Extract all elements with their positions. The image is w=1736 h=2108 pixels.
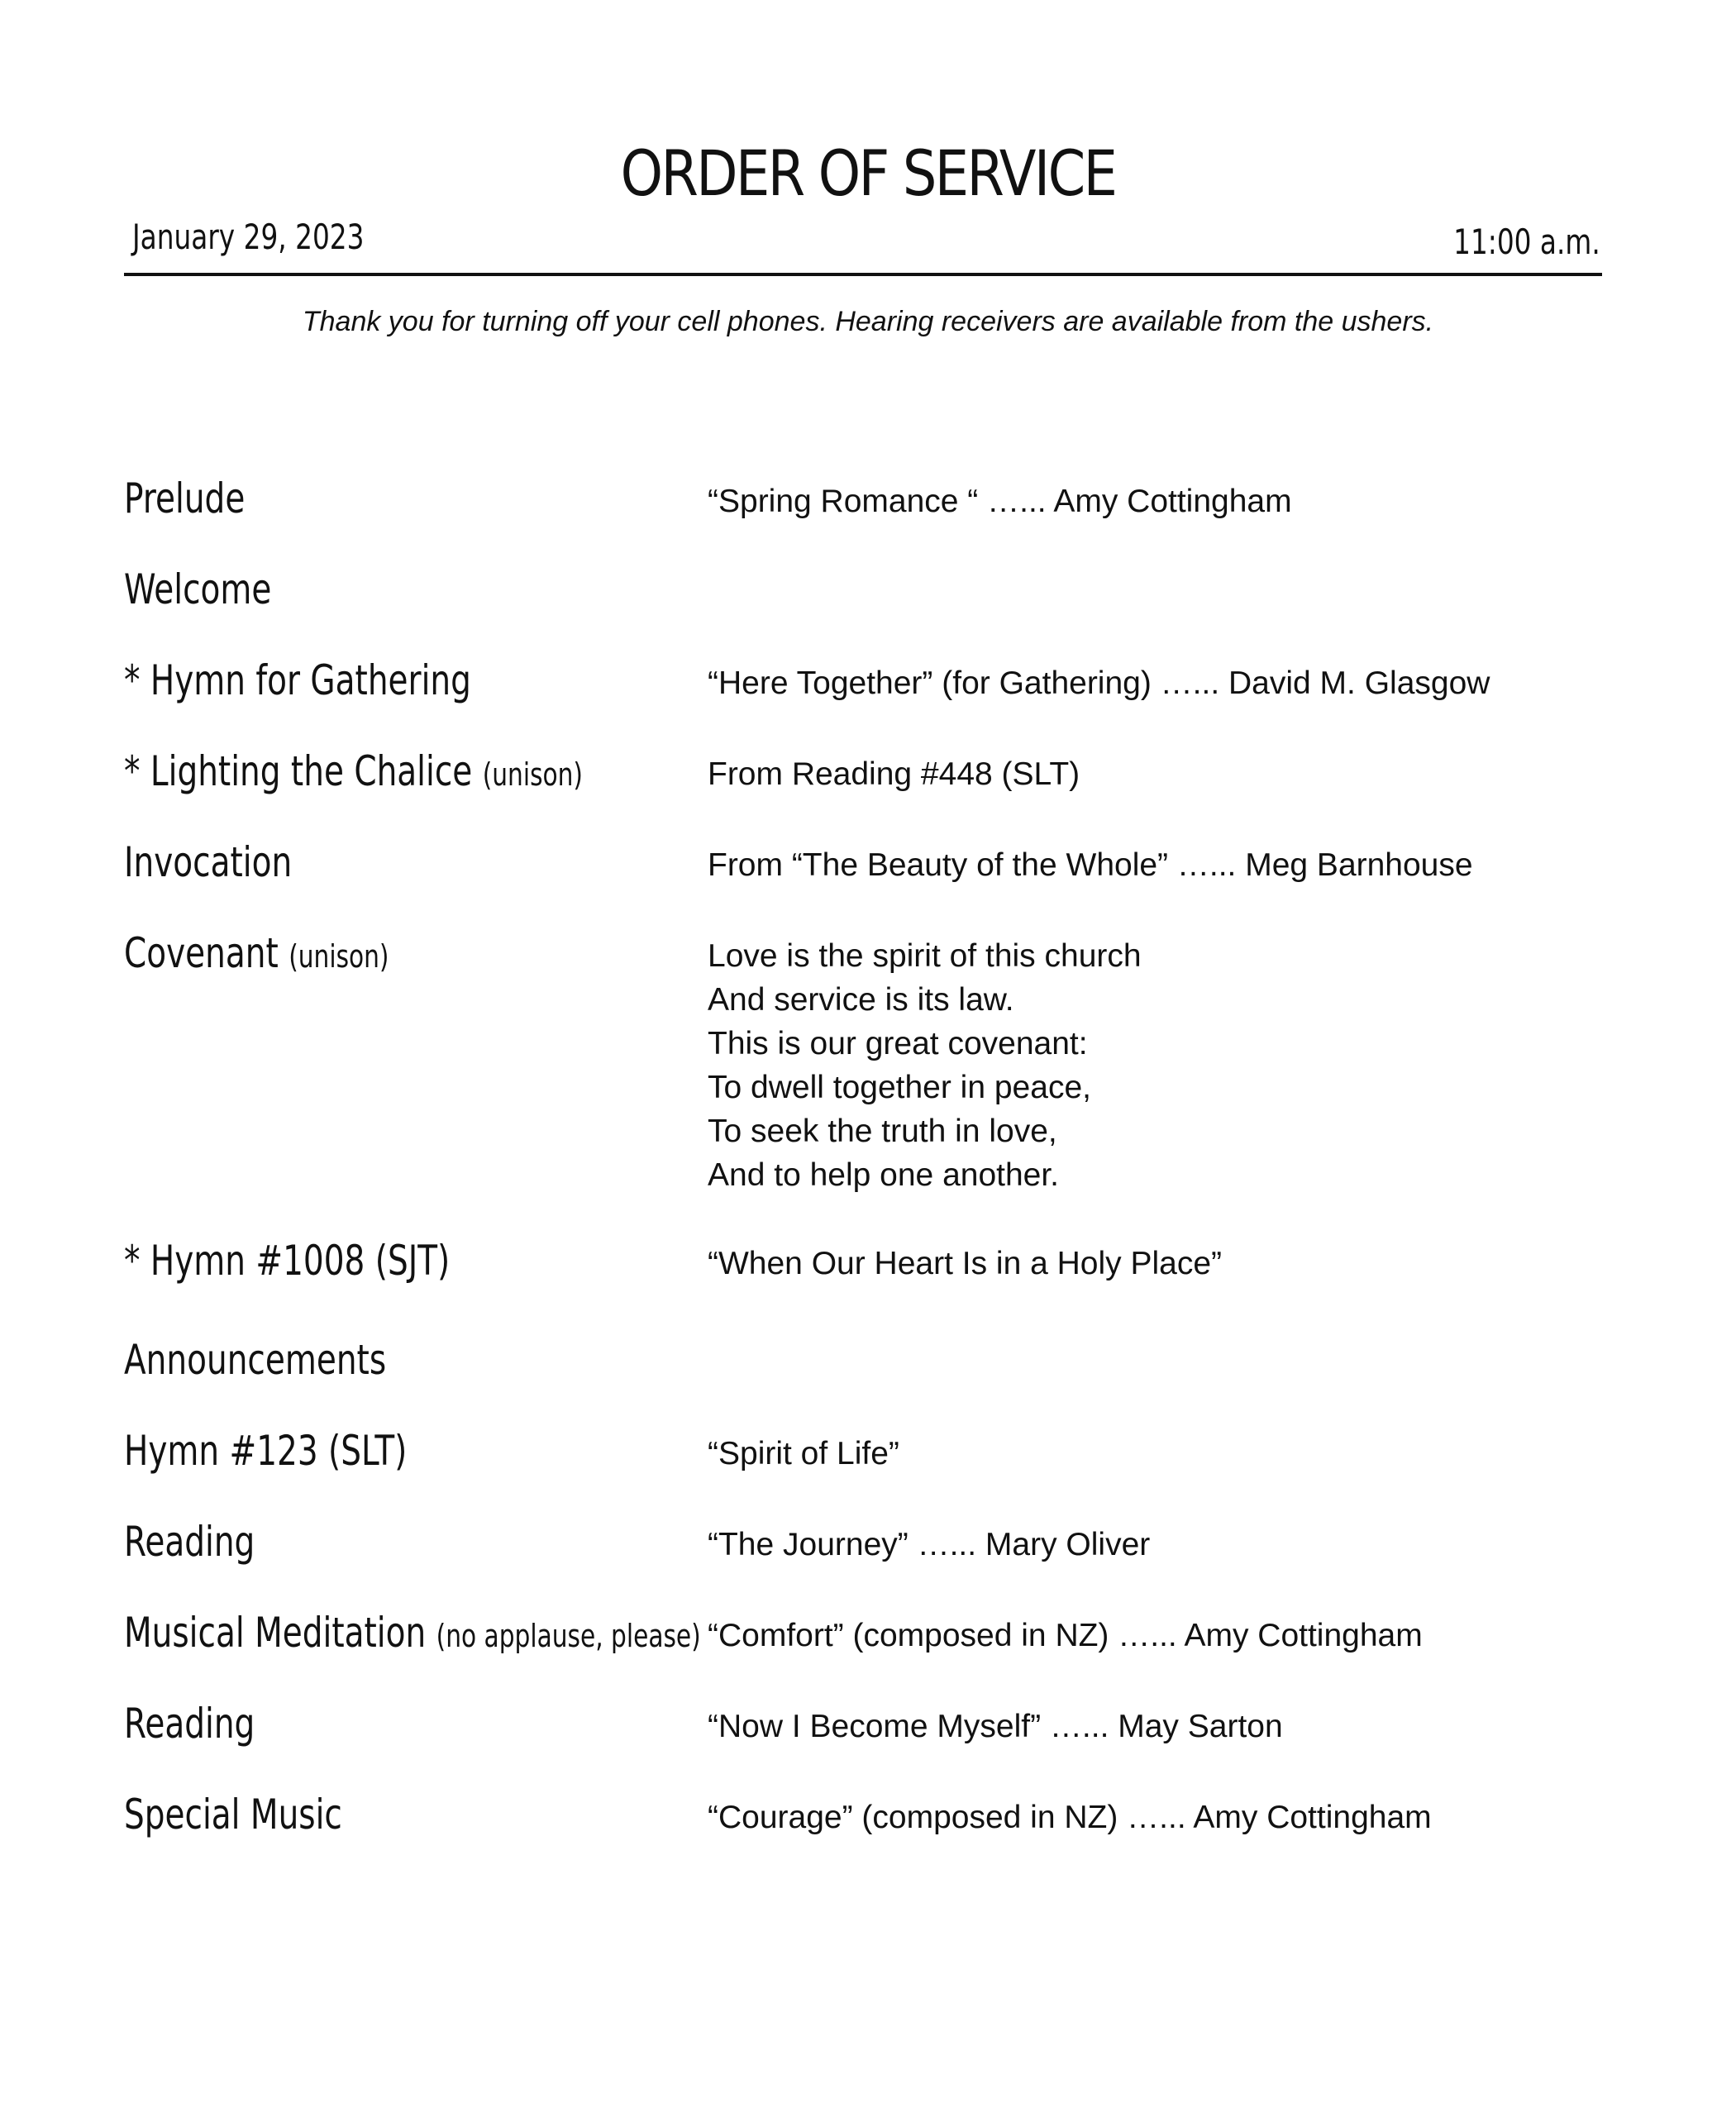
item-detail: “Spirit of Life” bbox=[708, 1436, 899, 1471]
item-detail: “Courage” (composed in NZ) …... Amy Cottingham bbox=[708, 1800, 1432, 1835]
item-detail: “Spring Romance “ …... Amy Cottingham bbox=[708, 484, 1292, 519]
item-label: Musical Meditation (no applause, please) bbox=[124, 1609, 701, 1657]
item-note: (no applause, please) bbox=[436, 1618, 701, 1654]
item-detail: “The Journey” …... Mary Oliver bbox=[708, 1527, 1151, 1562]
item-detail: “Here Together” (for Gathering) …... David M. Glasgow bbox=[708, 665, 1490, 701]
item-label: Reading bbox=[124, 1518, 255, 1566]
page-title: ORDER OF SERVICE bbox=[620, 136, 1116, 210]
item-label: Prelude bbox=[124, 475, 246, 522]
item-label: * Hymn #1008 (SJT) bbox=[124, 1237, 451, 1285]
service-time: 11:00 a.m. bbox=[1453, 222, 1600, 262]
cell-phone-notice: Thank you for turning off your cell phones. Hearing receivers are available from the ushers. bbox=[302, 306, 1434, 337]
item-detail: From Reading #448 (SLT) bbox=[708, 756, 1080, 792]
header-divider bbox=[124, 273, 1602, 276]
item-detail: “Comfort” (composed in NZ) …... Amy Cottingham bbox=[708, 1618, 1423, 1653]
item-label: * Hymn for Gathering bbox=[124, 656, 471, 704]
covenant-line: This is our great covenant: bbox=[708, 1026, 1088, 1061]
item-detail: “When Our Heart Is in a Holy Place” bbox=[708, 1246, 1223, 1281]
covenant-line: To dwell together in peace, bbox=[708, 1070, 1091, 1105]
covenant-line: To seek the truth in love, bbox=[708, 1114, 1057, 1149]
item-label: Announcements bbox=[124, 1336, 387, 1384]
item-label: * Lighting the Chalice (unison) bbox=[124, 747, 584, 795]
covenant-text bbox=[708, 934, 1142, 1197]
item-label: Covenant (unison) bbox=[124, 929, 389, 977]
covenant-line: Love is the spirit of this church bbox=[708, 938, 1142, 974]
item-detail: “Now I Become Myself” …... May Sarton bbox=[708, 1709, 1283, 1744]
covenant-line: And to help one another. bbox=[708, 1157, 1060, 1193]
service-date: January 29, 2023 bbox=[132, 217, 365, 257]
item-note: (unison) bbox=[482, 756, 584, 793]
item-label: Welcome bbox=[124, 565, 272, 613]
item-label: Invocation bbox=[124, 838, 293, 886]
item-note: (unison) bbox=[289, 938, 389, 975]
item-label: Special Music bbox=[124, 1791, 342, 1839]
item-label: Reading bbox=[124, 1700, 255, 1748]
item-detail: From “The Beauty of the Whole” …... Meg Barnhouse bbox=[708, 847, 1473, 883]
covenant-line: And service is its law. bbox=[708, 982, 1014, 1018]
item-label: Hymn #123 (SLT) bbox=[124, 1427, 408, 1475]
